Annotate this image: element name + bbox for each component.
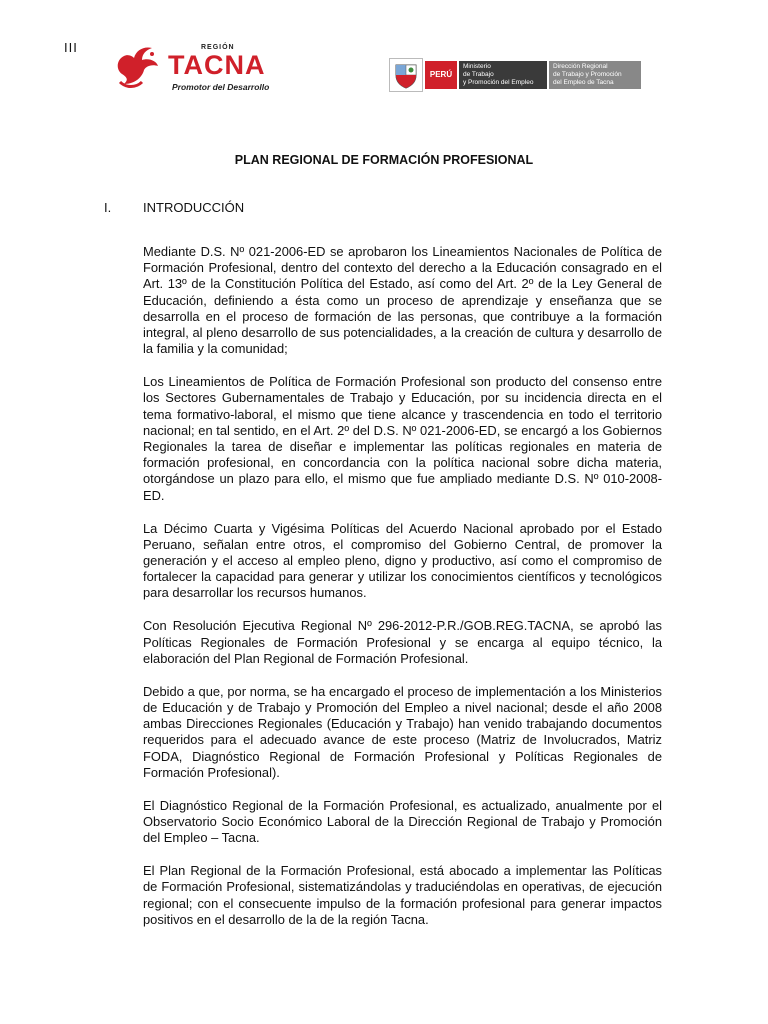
ministry-name <box>459 61 547 89</box>
region-label: REGIÓN <box>201 44 235 51</box>
body-text <box>143 244 662 945</box>
direction-line: del Empleo de Tacna <box>553 79 614 86</box>
ministry-line: y Promoción del Empleo <box>463 79 534 86</box>
paragraph: Con Resolución Ejecutiva Regional Nº 296-2012-P.R./GOB.REG.TACNA, se aprobó las Políticas Regionales de Formación Profesional y se encarga al equipo técnico, la elaboración del Plan Regional de Formación Profesional. <box>143 618 662 666</box>
section-title: INTRODUCCIÓN <box>143 200 245 215</box>
peru-label: PERÚ <box>425 61 457 89</box>
document-title: PLAN REGIONAL DE FORMACIÓN PROFESIONAL <box>234 153 534 167</box>
coat-of-arms-icon <box>389 58 423 92</box>
paragraph: El Diagnóstico Regional de la Formación Profesional, es actualizado, anualmente por el Observatorio Socio Económico Laboral de la Dirección Regional de Trabajo y Promoción del Empleo – Tacna. <box>143 797 662 846</box>
paragraph: Debido a que, por norma, se ha encargado el proceso de implementación a los Ministerios de Educación y de Trabajo y Promoción del Empleo a nivel nacional; desde el año 2008 ambas Direcciones Regionales (Educación y Trabajo) han venido trabajando documentos requeridos para el adecuado avance de este proceso (Matriz de Involucrados, Matriz FODA, Diagnóstico Regional de Formación Profesional y Políticas Regionales de Formación Profesional). <box>143 683 662 780</box>
ministry-line: Ministerio <box>463 63 491 70</box>
ministry-line: de Trabajo <box>463 71 494 78</box>
tacna-wordmark: TACNA <box>168 50 266 80</box>
direction-line: Dirección Regional <box>553 63 608 70</box>
regional-direction-name <box>549 61 641 89</box>
region-tacna-logo <box>112 44 282 96</box>
direction-line: de Trabajo y Promoción <box>553 71 622 78</box>
section-number: I. <box>104 200 112 215</box>
paragraph: El Plan Regional de la Formación Profesional, está abocado a implementar las Políticas de Formación Profesional, sistematizándolas y traduciéndolas en operativas, de ejecución regional; con el consecuente impulso de la formación profesional para generar impactos positivos en el desarrollo de la de la región Tacna. <box>143 863 662 927</box>
page-mark: III <box>64 40 78 55</box>
paragraph: La Décimo Cuarta y Vigésima Políticas del Acuerdo Nacional aprobado por el Estado Peruano, señalan entre otros, el compromiso del Gobierno Central, de promover la generación y el acceso al empleo pleno, digno y productivo, así como el compromiso de fortalecer la capacidad para generar y utilizar los conocimientos científicos y tecnológicos para desarrollar los recursos humanos. <box>143 520 662 601</box>
paragraph: Mediante D.S. Nº 021-2006-ED se aprobaron los Lineamientos Nacionales de Política de Formación Profesional, dentro del contexto del derecho a la Educación consagrado en el Art. 13º de la Constitución Política del Estado, así como del Art. 2º de la Ley General de Educación, definiendo a ésta como un proceso de aprendizaje y enseñanza que se desarrolla en el proceso de formación de las personas, que contribuye a la formación integral, al pleno desarrollo de sus potencialidades, a la creación de cultura y desarrollo de la familia y la comunidad; <box>143 244 662 357</box>
paragraph: Los Lineamientos de Política de Formación Profesional son producto del consenso entre los Sectores Gubernamentales de Trabajo y Educación, por su incidencia directa en el tema formativo-laboral, el mismo que tiene alcance y trascendencia en todo el territorio nacional; en tal sentido, en el Art. 2º del D.S. Nº 021-2006-ED, se encargó a los Gobiernos Regionales la tarea de diseñar e implementar las políticas regionales en materia de formación profesional, en concordancia con la política nacional sobre dicha materia, otorgándose un plazo para ello, el mismo que fue ampliado mediante D.S. Nº 010-2008-ED. <box>143 374 662 503</box>
logo-tagline: Promotor del Desarrollo <box>172 82 270 92</box>
ministry-logo <box>389 58 641 92</box>
bird-logo-icon <box>112 44 164 90</box>
